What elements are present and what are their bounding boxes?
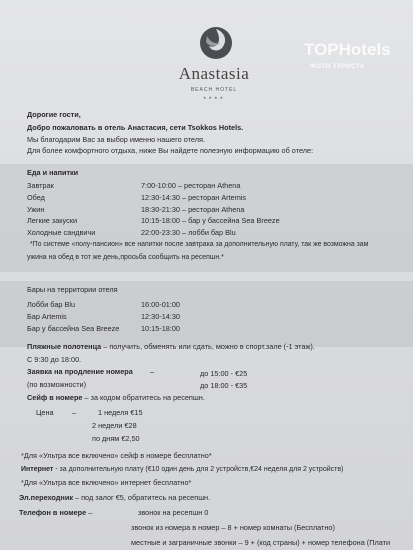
- safe-note: *Для «Ультра все включено» сейф в номере бесплатно*: [21, 451, 212, 460]
- extension-dash: –: [150, 367, 155, 376]
- towels-title: Пляжные полотенца: [27, 342, 102, 351]
- food-row-name: Завтрак: [27, 181, 54, 190]
- extension-subtitle: (по возможности): [27, 380, 87, 389]
- phone-dash: –: [86, 508, 93, 517]
- bar-row-value: 12:30-14:30: [141, 312, 180, 321]
- towels-hours: С 9:30 до 18:00.: [27, 355, 82, 364]
- food-title: Еда и напитки: [27, 168, 79, 177]
- safe-price-item: по дням €2,50: [92, 434, 140, 443]
- thanks-line: Мы благодарим Вас за выбор именно нашего отеля.: [27, 135, 205, 144]
- food-row-name: Холодные сандвичи: [27, 228, 96, 237]
- food-row-name: Ужин: [27, 205, 45, 214]
- welcome-line: Добро пожаловать в отель Анастасия, сети Tsokkos Hotels.: [27, 123, 244, 132]
- adapter-title: Эл.переходник: [19, 493, 73, 502]
- phone-row: звонок из номера в номер – 8 + номер комнаты (Бесплатно): [131, 523, 335, 532]
- hotel-brand-stars: ★★★★: [202, 95, 226, 100]
- internet-note: *Для «Ультра все включено» интернет бесплатно*: [21, 478, 192, 487]
- towels-text: – получить, обменять или сдать, можно в спорт.зале (-1 этаж).: [101, 342, 315, 351]
- safe-text: – за кодом обратитесь на ресепшн.: [82, 393, 205, 402]
- phone-row: звонок на ресепшн 0: [138, 508, 209, 517]
- phone-title: Телефон в номере: [19, 508, 87, 517]
- adapter-line: [19, 493, 210, 502]
- bar-row-name: Бар у бассейна Sea Breeze: [27, 324, 120, 333]
- watermark: [296, 34, 402, 78]
- food-row-value: 22:00-23:30 – лобби бар Blu: [141, 228, 236, 237]
- food-row-name: Легкие закуски: [27, 216, 78, 225]
- food-row-value: 12:30-14:30 – ресторан Artemis: [141, 193, 247, 202]
- food-row-value: 18:30-21:30 – ресторан Athena: [141, 205, 245, 214]
- safe-price-dash: –: [72, 408, 77, 417]
- adapter-text: – под залог €5, обратитесь на ресепшн.: [72, 493, 211, 502]
- food-note: *По системе «полу-пансион» все напитки после завтрака за дополнительную плату, так же возможна зам: [30, 241, 369, 248]
- info-line: Для более комфортного отдыха, ниже Вы найдете полезную информацию об отеле:: [27, 146, 314, 155]
- bars-title: Бары на территории отеля: [27, 285, 118, 294]
- safe-price-item: 2 недели €28: [92, 421, 137, 430]
- safe-title: Сейф в номере: [27, 393, 83, 402]
- food-row-name: Обед: [27, 193, 45, 202]
- hotel-brand-name: Anastasia: [178, 64, 250, 83]
- food-note: ужина на обед в тот же день,просьба сообщить на ресепшн.*: [27, 254, 224, 261]
- food-row-value: 10:15-18:00 – бар у бассейна Sea Breeze: [141, 216, 280, 225]
- watermark-logo: TOPHotels: [304, 40, 391, 59]
- safe-price-label: Цена: [36, 408, 54, 417]
- extension-price: до 15:00 - €25: [200, 369, 248, 378]
- bar-row-name: Бар Artemis: [27, 312, 67, 321]
- phone-row: местные и заграничные звонки – 9 + (код страны) + номер телефона (Плати: [131, 538, 391, 547]
- phone-line: [19, 508, 92, 517]
- bar-row-name: Лобби бар Blu: [27, 300, 76, 309]
- safe-line: [27, 393, 205, 402]
- internet-text: - за дополнительную плату (€10 один день для 2 устройств,€24 неделя для 2 устройств): [53, 466, 344, 473]
- greeting: Дорогие гости,: [27, 110, 81, 119]
- internet-title: Интернет: [21, 466, 54, 473]
- watermark-subtitle: ФОТО ТУРИСТА: [310, 63, 365, 70]
- hotel-logo-icon: [199, 26, 233, 60]
- bar-row-value: 10:15-18:00: [141, 324, 180, 333]
- towels-line: [27, 342, 315, 351]
- hotel-brand-subtitle: BEACH HOTEL: [190, 87, 238, 93]
- food-row-value: 7:00-10:00 – ресторан Athena: [141, 181, 241, 190]
- safe-price-item: 1 неделя €15: [98, 408, 143, 417]
- extension-price: до 18:00 - €35: [200, 381, 248, 390]
- internet-line: [21, 465, 343, 474]
- bar-row-value: 16:00-01:00: [141, 300, 180, 309]
- extension-title: Заявка на продление номера: [27, 367, 133, 376]
